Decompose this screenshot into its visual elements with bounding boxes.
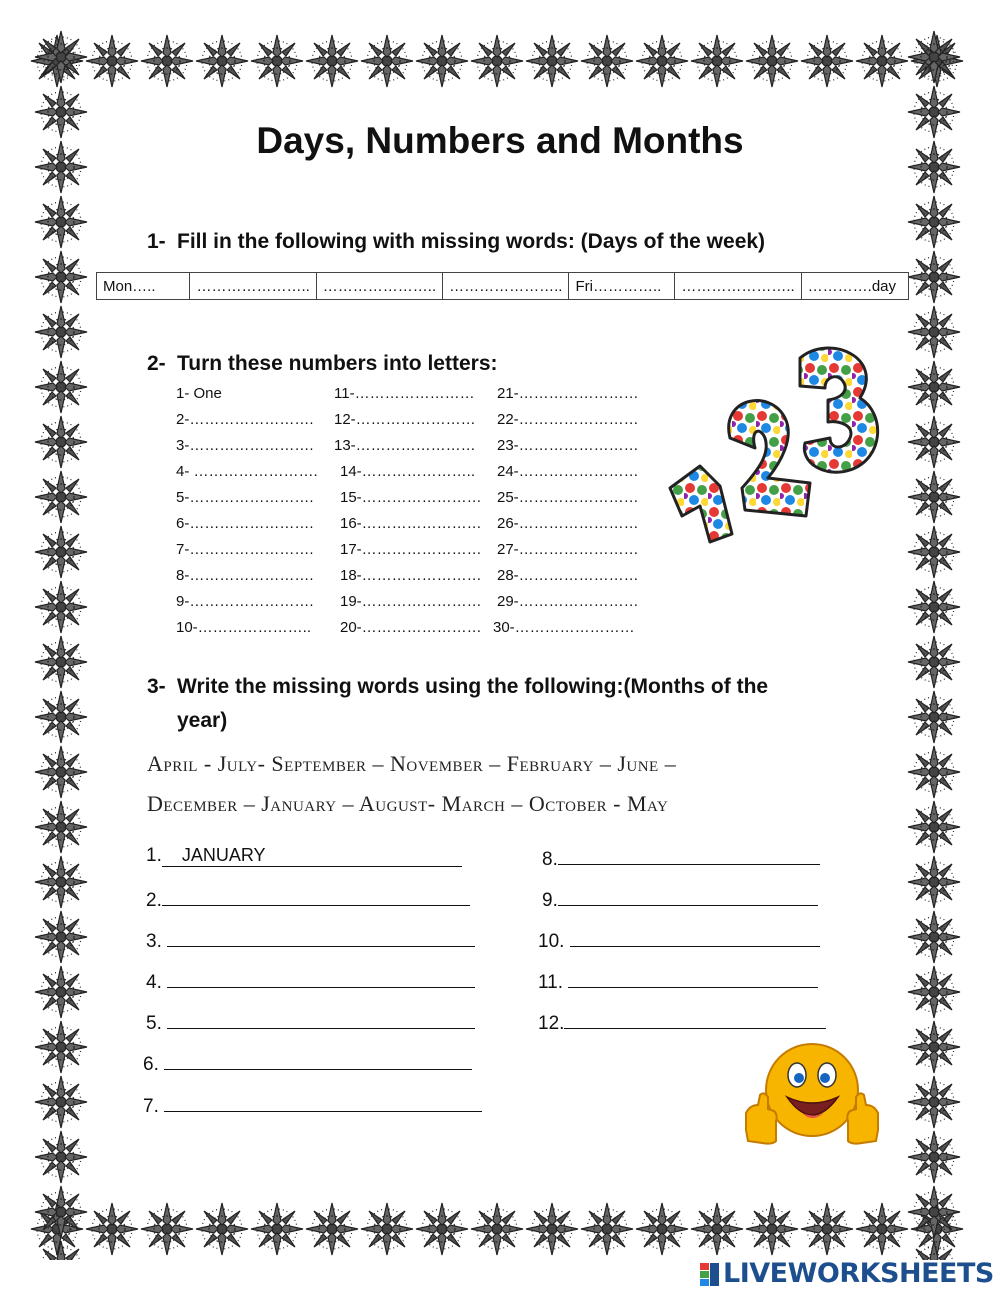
word-bank-line-2: December – January – August- March – October - May [147, 791, 669, 816]
liveworksheets-badge-icon [700, 1263, 720, 1287]
answer-number: 12. [538, 1013, 565, 1034]
smiley-thumbs-up-icon [742, 1035, 882, 1150]
number-item[interactable]: 17-…………………… [340, 541, 482, 558]
number-item[interactable]: 25-…………………… [497, 489, 639, 506]
section-2-heading-text: Turn these numbers into letters: [177, 352, 498, 375]
number-item[interactable]: 7-……………………. [176, 541, 314, 558]
month-answer-2[interactable] [146, 886, 470, 912]
number-item[interactable]: 9-……………………. [176, 593, 314, 610]
section-3-heading-line2: year) [177, 709, 228, 732]
answer-number: 6. [143, 1054, 159, 1075]
number-item[interactable]: 26-…………………… [497, 515, 639, 532]
month-answer-9[interactable] [542, 886, 818, 912]
section-1-heading [147, 230, 765, 254]
number-item[interactable]: 6-……………………. [176, 515, 314, 532]
day-cell-monday[interactable]: Mon….. [97, 273, 190, 300]
answer-number: 11. [538, 972, 564, 993]
answer-line[interactable] [167, 968, 475, 988]
number-item[interactable]: 8-……………………. [176, 567, 314, 584]
answer-line[interactable] [570, 927, 820, 947]
answer-line-filled[interactable]: JANUARY [162, 845, 462, 867]
section-3-heading [147, 670, 847, 738]
answer-number: 8. [542, 849, 558, 870]
number-item[interactable]: 30-…………………… [493, 619, 635, 636]
month-answer-6[interactable] [143, 1050, 472, 1076]
day-cell-wednesday[interactable]: ………………….. [316, 273, 442, 300]
answer-line[interactable] [564, 1009, 826, 1029]
answer-number: 1. [146, 845, 162, 866]
decorative-border-left [30, 30, 92, 1260]
section-1-number: 1- [147, 230, 166, 253]
answer-number: 10. [538, 931, 565, 952]
number-item[interactable]: 14-………………….. [340, 463, 476, 480]
number-item[interactable]: 29-…………………… [497, 593, 639, 610]
numbers-123-illustration [660, 338, 895, 548]
answer-line[interactable] [162, 886, 470, 906]
months-word-bank [147, 744, 847, 824]
number-item[interactable]: 2-……………………. [176, 411, 314, 428]
answer-number: 9. [542, 890, 558, 911]
word-bank-line-1: April - July- September – November – February – June – [147, 751, 677, 776]
number-item[interactable]: 21-…………………… [497, 385, 639, 402]
section-3-number: 3- [147, 675, 166, 698]
answer-line[interactable] [568, 968, 818, 988]
number-item[interactable]: 18-…………………… [340, 567, 482, 584]
day-cell-thursday[interactable]: ………………….. [443, 273, 569, 300]
section-1-heading-text: Fill in the following with missing words: (Days of the week) [177, 230, 766, 253]
number-item[interactable]: 13-…………………… [334, 437, 476, 454]
day-cell-friday[interactable]: Fri………….. [569, 273, 675, 300]
month-answer-7[interactable] [143, 1092, 482, 1118]
number-item[interactable]: 19-…………………… [340, 593, 482, 610]
decorative-border-right [903, 30, 965, 1260]
number-item[interactable]: 28-…………………… [497, 567, 639, 584]
month-answer-3[interactable] [146, 927, 475, 953]
decorative-border-top [30, 30, 965, 92]
number-item[interactable]: 12-…………………… [334, 411, 476, 428]
month-answer-4[interactable] [146, 968, 475, 994]
number-item[interactable]: 4- ……………………. [176, 463, 318, 480]
answer-number: 7. [143, 1096, 159, 1117]
month-answer-11[interactable] [538, 968, 818, 994]
number-item[interactable]: 15-…………………… [340, 489, 482, 506]
number-item[interactable]: 11-…………………… [334, 385, 475, 402]
number-item[interactable]: 27-…………………… [497, 541, 639, 558]
decorative-border-bottom [30, 1198, 965, 1260]
days-of-week-table [96, 272, 909, 300]
number-item: 1- One [176, 385, 222, 402]
month-answer-10[interactable] [538, 927, 820, 953]
day-cell-tuesday[interactable]: ………………….. [190, 273, 316, 300]
page-title: Days, Numbers and Months [256, 120, 744, 161]
number-item[interactable]: 23-…………………… [497, 437, 639, 454]
number-item[interactable]: 22-…………………… [497, 411, 639, 428]
month-answer-12[interactable] [538, 1009, 826, 1035]
answer-line[interactable] [164, 1092, 482, 1112]
month-answer-8[interactable] [542, 845, 820, 871]
number-item[interactable]: 20-…………………… [340, 619, 482, 636]
month-answer-5[interactable] [146, 1009, 475, 1035]
answer-line[interactable] [167, 1009, 475, 1029]
answer-number: 3. [146, 931, 162, 952]
answer-line[interactable] [558, 886, 818, 906]
number-item[interactable]: 16-…………………… [340, 515, 482, 532]
section-2-number: 2- [147, 352, 166, 375]
liveworksheets-logo[interactable] [700, 1258, 994, 1289]
answer-number: 5. [146, 1013, 162, 1034]
number-item[interactable]: 10-………………….. [176, 619, 312, 636]
section-3-heading-line1: Write the missing words using the following:(Months of the [177, 675, 769, 698]
number-item[interactable]: 5-……………………. [176, 489, 314, 506]
numbers-column-1 [176, 381, 318, 641]
liveworksheets-text: LIVEWORKSHEETS [723, 1258, 994, 1289]
day-cell-sunday[interactable]: ………….day [801, 273, 908, 300]
answer-line[interactable] [164, 1050, 472, 1070]
number-item[interactable]: 24-…………………… [497, 463, 639, 480]
answer-number: 2. [146, 890, 162, 911]
answer-line[interactable] [558, 845, 820, 865]
month-answer-1[interactable] [146, 845, 462, 867]
number-item[interactable]: 3-……………………. [176, 437, 314, 454]
answer-line[interactable] [167, 927, 475, 947]
numbers-column-3 [493, 381, 639, 641]
day-cell-saturday[interactable]: ………………….. [675, 273, 801, 300]
numbers-column-2 [334, 381, 482, 641]
section-2-heading [147, 352, 498, 376]
answer-number: 4. [146, 972, 162, 993]
